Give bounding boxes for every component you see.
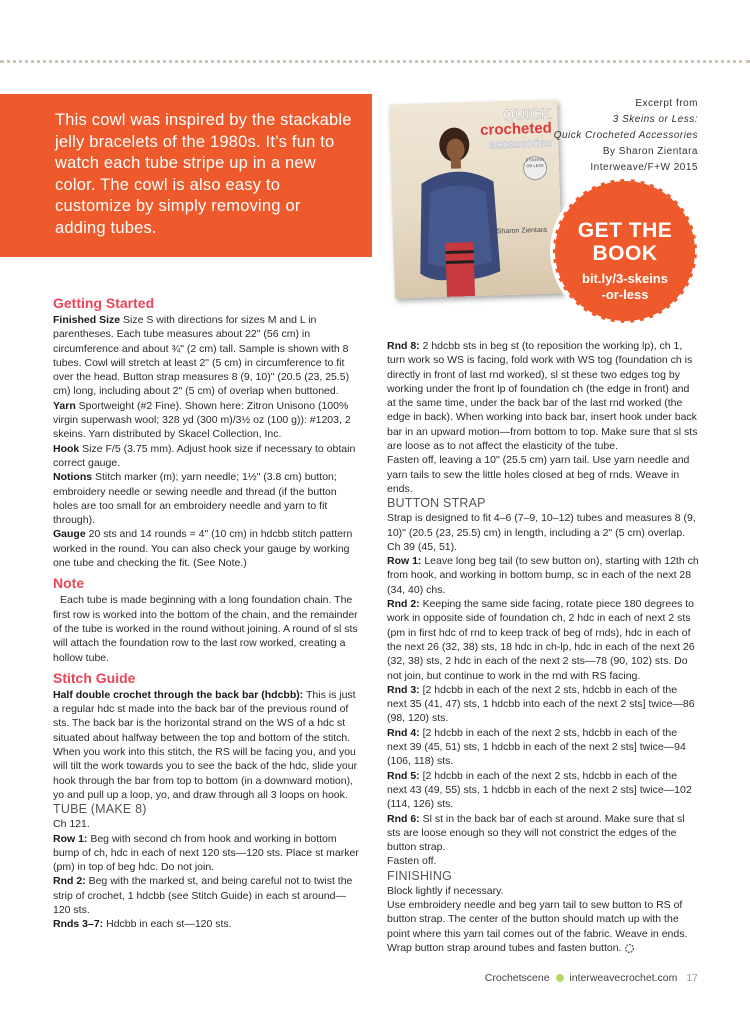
strap-rnd-5-label: Rnd 5: (387, 769, 420, 782)
block-lightly: Block lightly if necessary. (387, 884, 504, 897)
badge-link-2[interactable]: -or-less (601, 287, 649, 302)
footer-brand: Crochetscene (484, 972, 550, 984)
cover-badge: 3 SKEINS OR LESS (523, 156, 548, 181)
badge-get-the: GET THE (577, 219, 673, 242)
stitch-guide-para (53, 688, 363, 802)
strap-rnd-3-label: Rnd 3: (387, 683, 420, 696)
notions-label: Notions (53, 471, 93, 484)
strap-row-1-text: Leave long beg tail (to sew button on), starting with 12th ch from hook, and working in bottom bump, sc in each of the next 28 (34, 40) chs. (387, 555, 699, 596)
getting-started-heading: Getting Started (53, 295, 155, 311)
finished-size-label: Finished Size (53, 314, 121, 326)
tube-rnd-8 (387, 339, 699, 453)
stitch-guide-label: Half double crochet through the back bar (hdcbb): (53, 688, 304, 701)
yarn-label: Yarn (53, 399, 76, 412)
top-dotted-rule (0, 60, 750, 63)
note-text: Each tube is made beginning with a long foundation chain. The first row is worked into the bottom of the chain, and the remainder of the tube is worked in the round without joining. A round of sl sts will attach the foundation row to the last row worked, creating a hollow tube. (53, 594, 358, 664)
fasten-off-strap: Fasten off. (387, 855, 437, 868)
get-the-book-badge[interactable] (553, 179, 697, 323)
strap-rnd-6-label: Rnd 6: (387, 812, 420, 825)
tube-rnds-3-7 (53, 917, 363, 931)
tube-rnd-8-text: 2 hdcbb sts in beg st (to reposition the working lp), ch 1, turn work so WS is facing, fold work with WS tog (foundation ch is directly in front of last rnd worked), sl st these two edges tog by working under the front lp of foundation ch (the edge in front) and at the same time, under the back bar of the last rnd worked (the edge in back). When working into back bar, insert hook under back bar in an upward motion—from bottom to top. Make sure that sl sts are loose as to not affect the elasticity of the tube. (387, 340, 698, 453)
cover-title-accessories: accessories (488, 135, 553, 152)
tube-row-1-text: Beg with second ch from hook and working in bottom bump of ch, hdc in each of next 120 sts—120 sts. Place st marker (pm) in top of beg hdc. Do not join. (53, 832, 359, 874)
tube-rnds-3-7-label: Rnds 3–7: (53, 918, 104, 931)
left-column (53, 293, 363, 932)
strap-rnd-4-text: [2 hdcbb in each of the next 2 sts, hdcbb in each of the next 39 (45, 51) sts, 1 hdcbb in each of the next 2 sts] twice—94 (106, 118) sts. (387, 726, 686, 768)
right-column (387, 339, 699, 955)
excerpt-book-subtitle: Quick Crocheted Accessories (553, 130, 698, 141)
strap-rnd-4-label: Rnd 4: (387, 726, 420, 739)
tube-row-1 (53, 832, 363, 875)
badge-book: BOOK (592, 242, 658, 265)
tube-rnd-2 (53, 874, 363, 917)
finishing-heading: FINISHING (387, 868, 452, 883)
strap-rnd-2 (387, 597, 699, 683)
notions-para (53, 470, 363, 527)
notions-text: Stitch marker (m); yarn needle; 1½" (3.8 cm) button; embroidery needle or sewing needle and thread (if the button holes are too small for an embroidery needle and yarn to fit through). (53, 471, 337, 527)
finishing-para (387, 898, 699, 955)
footer (485, 972, 698, 984)
strap-rnd-6-text: Sl st in the back bar of each st around. Make sure that sl sts are loose enough so they will not constrict the edges of the button strap. (387, 812, 685, 854)
strap-rnd-3 (387, 683, 699, 726)
hook-para (53, 442, 363, 471)
page-number: 17 (686, 972, 698, 984)
footer-dot-icon (556, 974, 564, 982)
strap-rnd-2-text: Keeping the same side facing, rotate piece 180 degrees to work in opposite side of foundation ch, 2 hdc in each of next 2 sts (pm in first hdc of rnd to keep track of beg of rnds), hdc in each of the next 26 (32, 38) sts, 18 hdc in ch-lp, hdc in each of the next 26 (32, 38) sts, 2 hdc in each of the next 2 sts—78 (90, 102) sts. Do not join, but continue to work in the rnd with RS facing. (387, 598, 695, 682)
hook-label: Hook (53, 442, 80, 455)
gauge-text: 20 sts and 14 rounds = 4" (10 cm) in hdcbb stitch pattern worked in the round. You can also check your gauge by working one tube and checking the fit. (See Note.) (53, 528, 353, 570)
cover-author: Sharon Zientara (496, 226, 548, 236)
finishing-text: Use embroidery needle and beg yarn tail to sew button to RS of button strap. The center of the button should match up with the point where this yarn tail comes out of the fabric. Weave in ends. Wrap button strap around tubes and fasten button. (387, 898, 688, 954)
gauge-para (53, 527, 363, 570)
strap-row-1-label: Row 1: (387, 555, 422, 568)
ch-39: Ch 39 (45, 51). (387, 540, 458, 553)
fasten-off-tube: Fasten off, leaving a 10" (25.5 cm) yarn tail. Use yarn needle and yarn tails to sew the little holes closed at beg of rnds. Weave in ends. (387, 454, 690, 495)
tube-row-1-label: Row 1: (53, 832, 88, 845)
gauge-label: Gauge (53, 528, 86, 541)
badge-link-1[interactable]: bit.ly/3-skeins (582, 271, 668, 286)
footer-site[interactable]: interweavecrochet.com (569, 972, 678, 984)
ch-121: Ch 121. (53, 818, 90, 831)
finished-size-para (53, 313, 363, 399)
cover-title-crocheted: crocheted (479, 119, 553, 139)
strap-rnd-6 (387, 812, 699, 855)
tube-rnd-2-label: Rnd 2: (53, 875, 86, 888)
cover-title-quick: QUICK (502, 105, 552, 125)
tube-rnds-3-7-text: Hdcbb in each st—120 sts. (103, 918, 232, 931)
yarn-text: Sportweight (#2 Fine). Shown here: Zitron Unisono (100% virgin superwash wool; 328 yd (300 m)/3½ oz (100 g)): #1203, 2 skeins. Yarn distributed by Skacel Collection, Inc. (53, 399, 351, 441)
strap-rnd-2-label: Rnd 2: (387, 598, 420, 611)
finished-size-text: Size S with directions for sizes M and L in parentheses. Each tube measures about 22" (56 cm) in circumference and about ¾" (2 cm) tall. Sample is shown with 8 tubes. Cowl will stretch at least 2" (5 cm) in circumference to fit over the head. Button strap measures 8 (9, 10)" (20.5 (23, 25.5) cm) long, including about 2" (5 cm) of overlap when buttoned. (53, 314, 350, 398)
strap-rnd-5-text: [2 hdcbb in each of the next 2 sts, hdcbb in each of the next 43 (49, 55) sts, 1 hdcbb in each of the next 2 sts] twice—102 (114, 126) sts. (387, 769, 692, 811)
strap-rnd-5 (387, 769, 699, 812)
strap-rnd-3-text: [2 hdcbb in each of the next 2 sts, hdcbb in each of the next 35 (41, 47) sts, 1 hdcbb into each of the next 2 sts] twice—86 (98, 120) sts. (387, 683, 695, 725)
strap-row-1 (387, 554, 699, 597)
intro-text: This cowl was inspired by the stackable jelly bracelets of the 1980s. It’s fun to watch each tube stripe up in a new color. The cowl is also easy to customize by simply removing or adding tubes. (55, 111, 352, 237)
stitch-guide-heading: Stitch Guide (53, 669, 136, 686)
excerpt-book-title: 3 Skeins or Less: (612, 114, 698, 125)
strap-rnd-4 (387, 726, 699, 769)
excerpt-author: By Sharon Zientara (602, 146, 698, 157)
button-strap-heading: BUTTON STRAP (387, 496, 486, 511)
tube-rnd-8-label: Rnd 8: (387, 340, 420, 352)
hook-text: Size F/5 (3.75 mm). Adjust hook size if necessary to obtain correct gauge. (53, 442, 356, 469)
excerpt-credit (498, 96, 698, 176)
yarn-para (53, 399, 363, 442)
note-heading: Note (53, 575, 85, 592)
stitch-guide-text: This is just a regular hdc st made into the back bar of the previous round of sts. The back bar is the horizontal strand on the WS of a hdc st situated about halfway between the top and bottom of the stitch. When you work into this stitch, the RS will be facing you, and you will tilt the work towards you to see the back of the hdc, slide your hook through the bar from top to bottom (in a downward motion), yo and pull up a loop, yo, and draw through all 3 loops on hook. (53, 688, 358, 801)
button-strap-intro: Strap is designed to fit 4–6 (7–9, 10–12) tubes and measures 8 (9, 10)" (20.5 (23, 25.5) cm) in length, including a 2" (5 cm) overlap. (387, 512, 696, 539)
excerpt-line: Excerpt from (635, 98, 698, 109)
excerpt-publisher: Interweave/F+W 2015 (590, 162, 698, 173)
tube-rnd-2-text: Beg with the marked st, and being careful not to twist the strip of crochet, 1 hdcbb (see Stitch Guide) in each st around—120 sts. (53, 875, 353, 916)
tube-heading: TUBE (MAKE 8) (53, 802, 147, 817)
end-mark-icon (624, 943, 635, 954)
